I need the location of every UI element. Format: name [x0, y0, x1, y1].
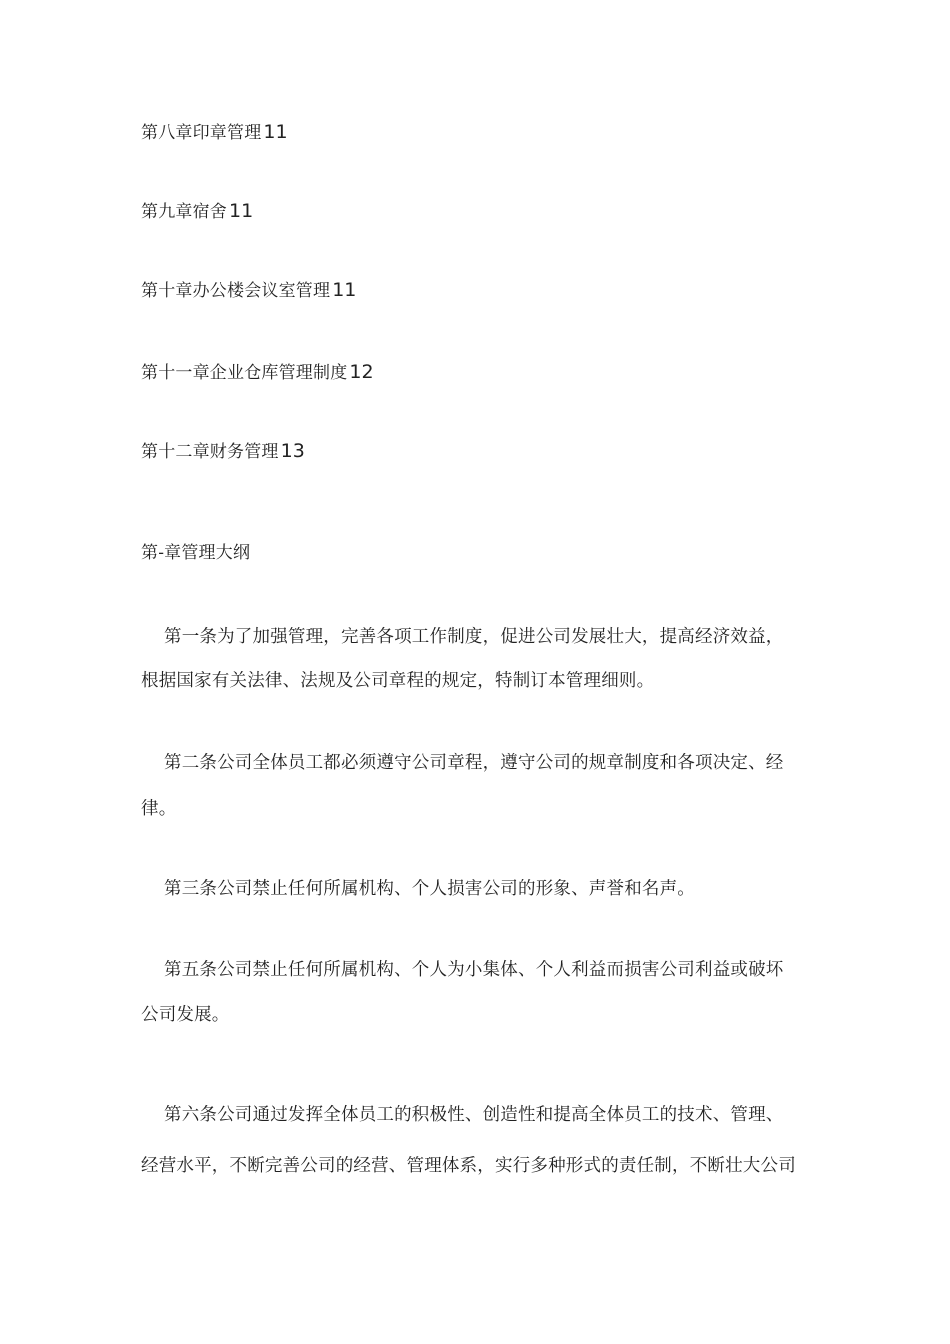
toc-entry-page-number: 11	[332, 279, 357, 301]
toc-entry[interactable]	[141, 439, 305, 464]
toc-entry-page-number: 13	[280, 440, 305, 462]
toc-entry[interactable]	[141, 278, 356, 303]
article-line: 第三条公司禁止任何所属机构、个人损害公司的形象、声誉和名声。	[164, 879, 695, 899]
toc-entry-title: 第十一章企业仓库管理制度	[141, 363, 348, 383]
toc-entry-page-number: 11	[263, 121, 288, 143]
toc-entry-page-number: 12	[349, 361, 374, 383]
article-line: 第五条公司禁止任何所属机构、个人为小集体、个人利益而损害公司利益或破坏	[164, 960, 784, 980]
article-line: 公司发展。	[141, 1005, 230, 1025]
toc-entry[interactable]	[141, 360, 374, 385]
article-line: 第六条公司通过发挥全体员工的积极性、创造性和提高全体员工的技术、管理、	[164, 1105, 784, 1125]
toc-entry-title: 第十二章财务管理	[141, 442, 279, 462]
article-line: 律。	[141, 799, 177, 819]
article-line: 根据国家有关法律、法规及公司章程的规定，特制订本管理细则。	[141, 671, 655, 691]
toc-entry-page-number: 11	[229, 200, 254, 222]
toc-entry[interactable]	[141, 120, 288, 145]
toc-entry-title: 第九章宿舍	[141, 202, 227, 222]
chapter-heading: 第-章管理大纲	[141, 543, 251, 563]
article-line: 第一条为了加强管理，完善各项工作制度，促进公司发展壮大，提高经济效益，	[164, 627, 784, 647]
toc-entry-title: 第十章办公楼会议室管理	[141, 281, 331, 301]
article-line: 第二条公司全体员工都必须遵守公司章程，遵守公司的规章制度和各项决定、经	[164, 753, 784, 773]
toc-entry-title: 第八章印章管理	[141, 123, 262, 143]
toc-entry[interactable]	[141, 199, 253, 224]
article-line: 经营水平，不断完善公司的经营、管理体系，实行多种形式的责任制，不断壮大公司	[141, 1156, 796, 1176]
